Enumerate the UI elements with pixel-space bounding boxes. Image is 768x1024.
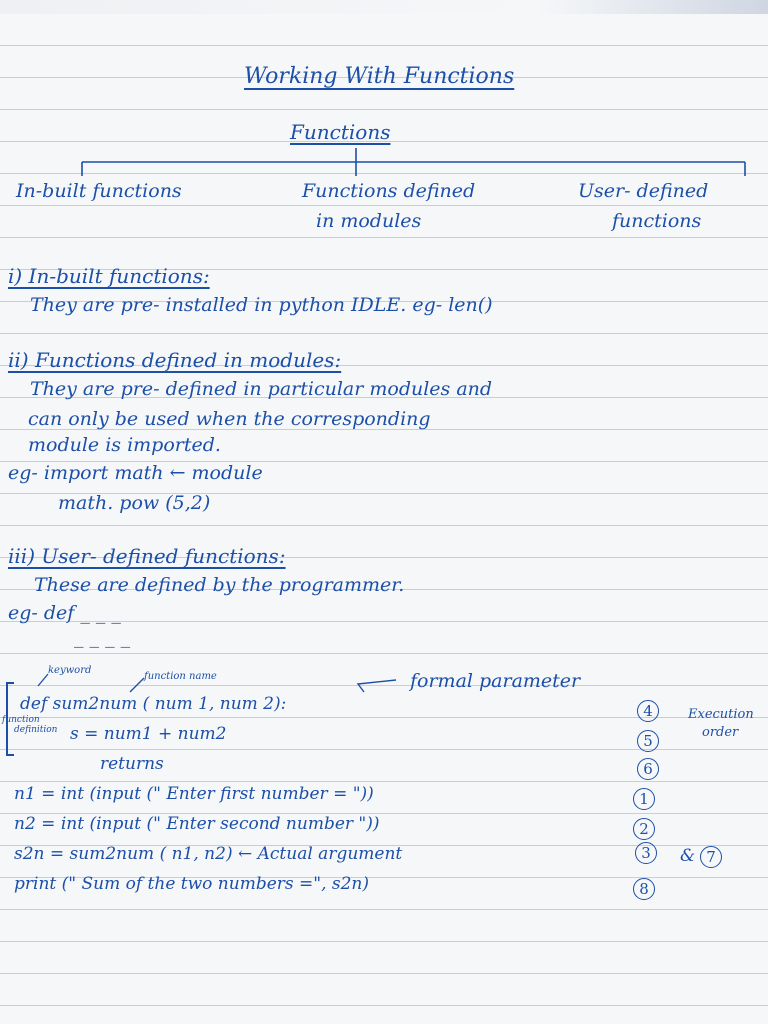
section2-line2: can only be used when the corresponding [28,408,431,430]
section3-line1: These are defined by the programmer. [34,574,405,596]
code-def-line: def sum2num ( num 1, num 2): [20,694,287,714]
section2-line1: They are pre- defined in particular modules and [30,378,493,400]
section3-heading: iii) User- defined functions: [8,544,286,568]
order-badge-3: 3 [635,842,657,864]
section2-heading: ii) Functions defined in modules: [8,348,342,372]
section2-line3: module is imported. [28,434,221,456]
execution-order-label-1: Execution [688,707,754,722]
tree-branch-inbuilt: In-built functions [16,180,182,202]
order-badge-5: 5 [637,730,659,752]
order-badge-7: 7 [700,846,722,868]
order-amp: & [680,846,696,866]
label-formal-parameter: formal parameter [410,670,581,692]
code-print-line: print (" Sum of the two numbers =", s2n) [14,874,370,894]
order-badge-4: 4 [637,700,659,722]
section1-line1: They are pre- installed in python IDLE. eg- len() [30,294,493,316]
order-badge-2: 2 [633,818,655,840]
code-n1-line: n1 = int (input (" Enter first number = ")) [14,784,374,804]
order-badge-8: 8 [633,878,655,900]
tree-branch-modules-line2: in modules [316,210,422,232]
execution-order-label-2: order [702,725,739,740]
tree-branch-user-line2: functions [612,210,702,232]
label-function-name: function name [144,671,217,682]
order-badge-6: 6 [637,758,659,780]
label-function-definition-2: definition [14,725,58,735]
code-s2n-line: s2n = sum2num ( n1, n2) ← Actual argument [14,844,403,864]
code-return-line: returns [100,754,164,774]
section3-line2: eg- def _ _ _ [8,602,121,624]
code-n2-line: n2 = int (input (" Enter second number ")) [14,814,380,834]
section2-line5: math. pow (5,2) [58,492,211,514]
tree-branch-modules-line1: Functions defined [302,180,476,202]
label-function-definition-1: function [2,715,40,725]
page-title: Working With Functions [244,64,515,89]
section1-heading: i) In-built functions: [8,264,210,288]
section2-line4: eg- import math ← module [8,462,263,484]
tree-branch-user-line1: User- defined [578,180,709,202]
label-keyword: keyword [48,665,92,676]
order-badge-1: 1 [633,788,655,810]
section3-line3: _ _ _ _ [74,626,131,648]
code-body-line: s = num1 + num2 [70,724,227,744]
tree-root: Functions [290,120,391,144]
